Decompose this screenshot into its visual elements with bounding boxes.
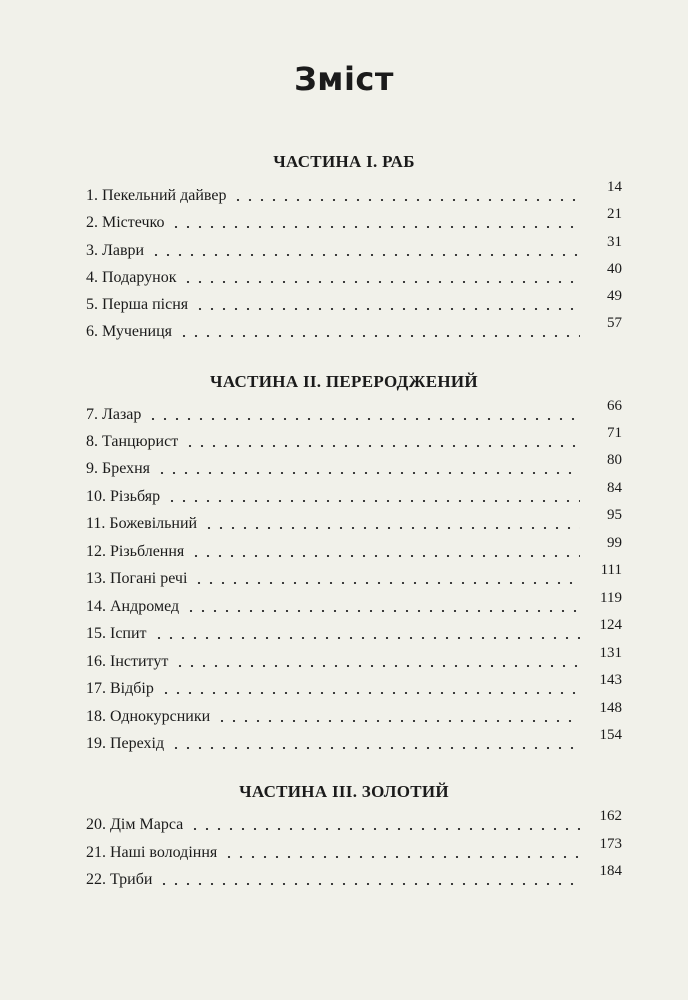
toc-entry-label: 4. Подарунок	[86, 269, 177, 286]
page-title: Зміст	[294, 60, 394, 98]
toc-entry-label: 14. Андромед	[86, 598, 180, 615]
toc-entry-label: 1. Пекельний дайвер	[86, 187, 227, 204]
toc-entry-label: 10. Різьбяр	[86, 488, 161, 505]
dot-leader	[189, 828, 580, 830]
dot-leader	[216, 720, 580, 722]
toc-entry[interactable]	[86, 315, 622, 341]
toc-entry-page: 49	[607, 288, 622, 304]
toc-entry-label: 7. Лазар	[86, 406, 142, 423]
toc-entry-page: 148	[599, 700, 622, 716]
dot-leader	[185, 610, 580, 612]
toc-entry-page: 184	[599, 863, 622, 879]
toc-entry-page: 111	[600, 562, 622, 578]
toc-entry[interactable]	[86, 288, 622, 314]
dot-leader	[184, 445, 580, 447]
part-3-heading: ЧАСТИНА ІІІ. ЗОЛОТИЙ	[239, 782, 449, 801]
toc-entry-page: 31	[607, 234, 622, 250]
toc-entry-page: 95	[607, 507, 622, 523]
toc-entry[interactable]	[86, 617, 622, 643]
toc-entry-page: 57	[607, 315, 622, 331]
toc-entry-label: 15. Іспит	[86, 625, 147, 642]
toc-entry-page: 66	[607, 398, 622, 414]
toc-entry-page: 40	[607, 261, 622, 277]
toc-entry[interactable]	[86, 590, 622, 616]
toc-entry-label: 18. Однокурсники	[86, 708, 211, 725]
dot-leader	[150, 254, 580, 256]
toc-entry[interactable]	[86, 507, 622, 533]
toc-entry-page: 124	[599, 617, 622, 633]
toc-entry-page: 143	[599, 672, 622, 688]
toc-entry[interactable]	[86, 808, 622, 834]
dot-leader	[174, 665, 580, 667]
dot-leader	[156, 472, 580, 474]
toc-entry-label: 5. Перша пісня	[86, 296, 189, 313]
dot-leader	[147, 418, 580, 420]
toc-entry[interactable]	[86, 645, 622, 671]
toc-entry[interactable]	[86, 836, 622, 862]
toc-entry-label: 21. Наші володіння	[86, 844, 218, 861]
toc-entry[interactable]	[86, 206, 622, 232]
part-2-heading: ЧАСТИНА ІІ. ПЕРЕРОДЖЕНИЙ	[210, 372, 478, 391]
toc-entry-page: 80	[607, 452, 622, 468]
toc-entry-label: 9. Брехня	[86, 460, 150, 477]
toc-entry[interactable]	[86, 863, 622, 889]
toc-entry[interactable]	[86, 452, 622, 478]
toc-entry-page: 119	[600, 590, 622, 606]
toc-entry-label: 3. Лаври	[86, 242, 145, 259]
toc-entry-page: 154	[599, 727, 622, 743]
toc-entry[interactable]	[86, 480, 622, 506]
dot-leader	[182, 281, 580, 283]
dot-leader	[232, 199, 580, 201]
toc-entry-page: 84	[607, 480, 622, 496]
toc-entry[interactable]	[86, 535, 622, 561]
dot-leader	[178, 335, 580, 337]
dot-leader	[203, 527, 580, 529]
dot-leader	[223, 856, 580, 858]
toc-entry[interactable]	[86, 425, 622, 451]
dot-leader	[166, 500, 580, 502]
toc-entry[interactable]	[86, 261, 622, 287]
toc-entry-label: 6. Мучениця	[86, 323, 173, 340]
dot-leader	[194, 308, 580, 310]
toc-entry-page: 173	[599, 836, 622, 852]
toc-entry-page: 131	[599, 645, 622, 661]
toc-entry[interactable]	[86, 179, 622, 205]
toc-entry[interactable]	[86, 700, 622, 726]
toc-entry-label: 11. Божевільний	[86, 515, 198, 532]
dot-leader	[193, 582, 580, 584]
toc-entry[interactable]	[86, 234, 622, 260]
toc-entry-label: 17. Відбір	[86, 680, 154, 697]
toc-entry-page: 21	[607, 206, 622, 222]
toc-entry-label: 2. Містечко	[86, 214, 165, 231]
toc-entry[interactable]	[86, 398, 622, 424]
toc-entry-label: 19. Перехід	[86, 735, 165, 752]
toc-entry-label: 16. Інститут	[86, 653, 169, 670]
toc-entry-page: 71	[607, 425, 622, 441]
dot-leader	[158, 883, 580, 885]
part-1-heading: ЧАСТИНА І. РАБ	[273, 152, 415, 171]
toc-entry-label: 22. Триби	[86, 871, 153, 888]
toc-entry-label: 13. Погані речі	[86, 570, 188, 587]
dot-leader	[190, 555, 580, 557]
toc-entry-label: 12. Різьблення	[86, 543, 185, 560]
toc-entry[interactable]	[86, 562, 622, 588]
toc-entry-label: 20. Дім Марса	[86, 816, 184, 833]
toc-entry-page: 162	[599, 808, 622, 824]
toc-entry-label: 8. Танцюрист	[86, 433, 179, 450]
dot-leader	[170, 226, 580, 228]
dot-leader	[160, 692, 580, 694]
toc-entry-page: 99	[607, 535, 622, 551]
toc-entry[interactable]	[86, 672, 622, 698]
toc-entry-page: 14	[607, 179, 622, 195]
dot-leader	[170, 747, 580, 749]
toc-entry[interactable]	[86, 727, 622, 753]
dot-leader	[153, 637, 580, 639]
